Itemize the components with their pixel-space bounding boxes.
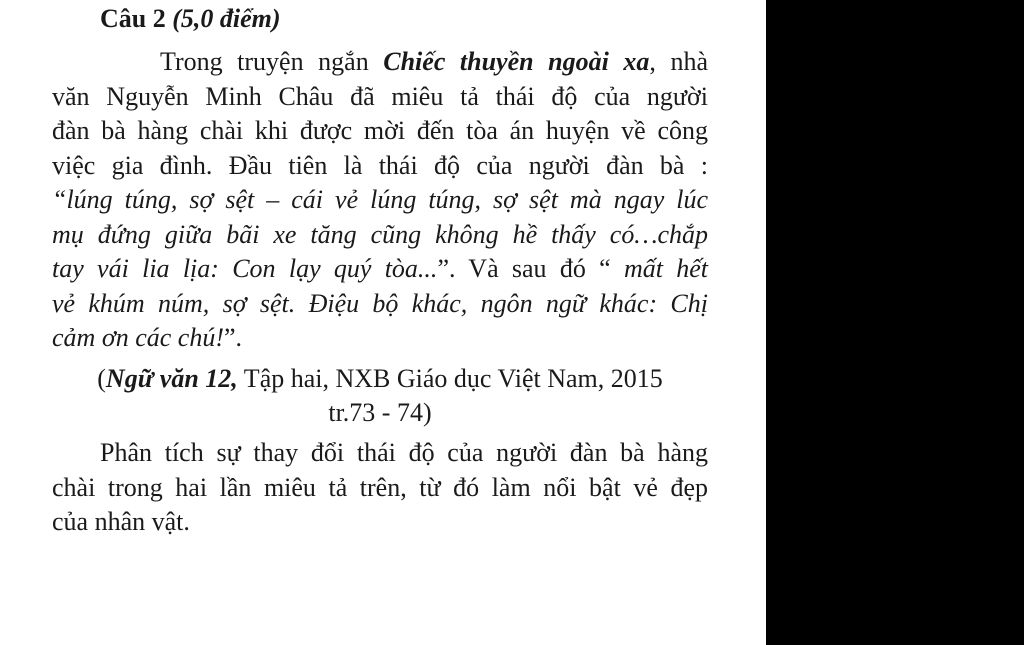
prompt-line: của nhân vật.	[52, 507, 190, 536]
passage-line: Trong truyện ngắn Chiếc thuyền ngoài xa, nhà	[160, 47, 708, 76]
passage-paragraph	[52, 45, 708, 356]
prompt-line: chài trong hai lần miêu tả trên, từ đó làm nổi bật vẻ đẹp	[52, 472, 708, 502]
question-points: (5,0 điểm)	[172, 4, 281, 33]
source-citation: (Ngữ văn 12, Tập hai, NXB Giáo dục Việt Nam, 2015	[97, 364, 663, 393]
passage-line: văn Nguyễn Minh Châu đã miêu tả thái độ của người	[52, 81, 708, 111]
passage-line: vẻ khúm núm, sợ sệt. Điệu bộ khác, ngôn ngữ khác: Chị	[52, 288, 708, 318]
source-pages: tr.73 - 74)	[328, 398, 432, 427]
question-prompt	[52, 436, 708, 540]
story-title: Chiếc thuyền ngoài xa	[383, 47, 650, 76]
passage-line: cảm ơn các chú!”.	[52, 323, 243, 352]
passage-line: tay vái lia lịa: Con lạy quý tòa...”. Và sau đó “ mất hết	[52, 254, 709, 283]
passage-line: mụ đứng giữa bãi xe tăng cũng không hề thấy có…chắp	[52, 219, 708, 249]
passage-line: việc gia đình. Đầu tiên là thái độ của người đàn bà :	[52, 150, 708, 180]
question-number: Câu 2	[100, 4, 166, 33]
passage-line: đàn bà hàng chài khi được mời đến tòa án huyện về công	[52, 116, 708, 145]
book-title: Ngữ văn 12,	[105, 364, 238, 393]
question-heading	[100, 2, 281, 36]
prompt-line: Phân tích sự thay đổi thái độ của người đàn bà hàng	[100, 438, 708, 467]
black-border	[766, 0, 1024, 645]
passage-line: “lúng túng, sợ sệt – cái vẻ lúng túng, sợ sệt mà ngay lúc	[52, 185, 708, 214]
